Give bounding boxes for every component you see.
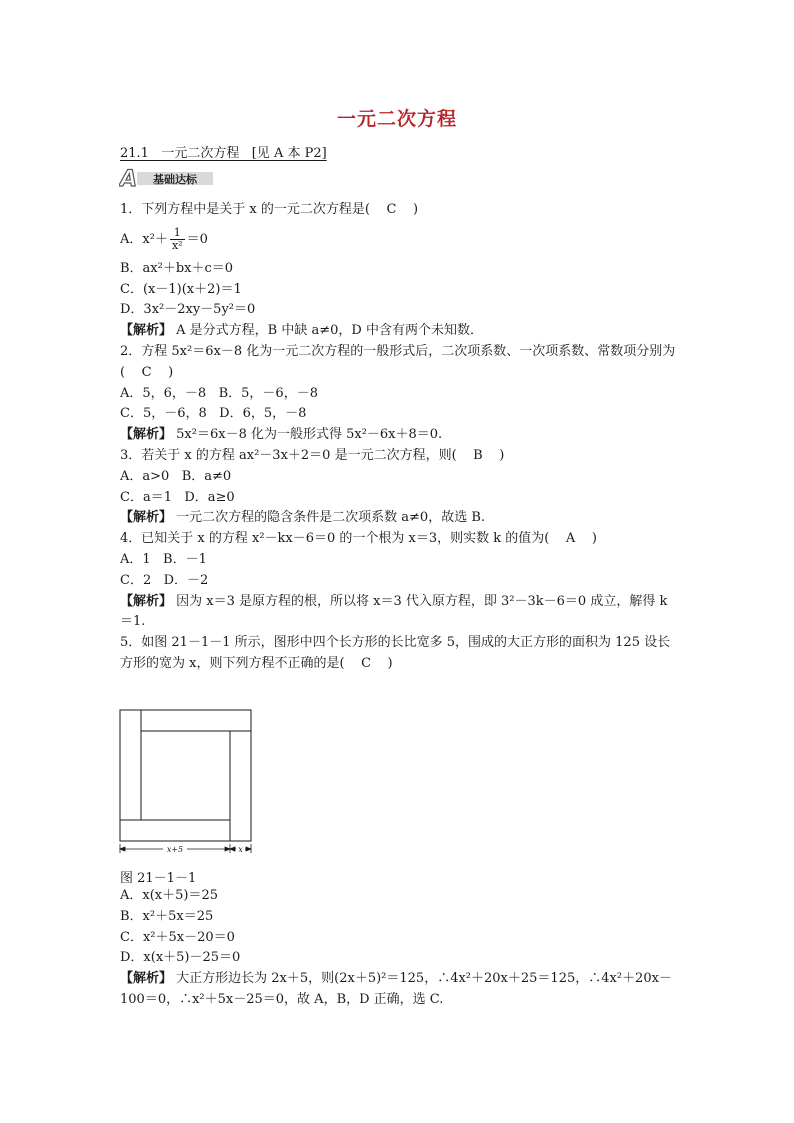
figure-caption: 图 21－1－1 — [120, 871, 197, 886]
analysis-tag: 【解析】 — [120, 510, 173, 526]
question-1 — [120, 200, 680, 342]
outer-square — [120, 710, 251, 841]
arrow-head — [246, 847, 251, 851]
analysis-tag: 【解析】 — [120, 971, 173, 987]
questions-block — [120, 200, 680, 675]
analysis — [120, 592, 680, 634]
options-row-2: C．a＝1 D．a≥0 — [120, 489, 235, 505]
analysis-tag: 【解析】 — [120, 427, 173, 443]
option-a-suffix: ＝0 — [186, 231, 208, 247]
analysis-text: 一元二次方程的隐含条件是二次项系数 a≠0，故选 B. — [172, 510, 486, 526]
inner-square — [141, 731, 230, 820]
analysis — [120, 321, 680, 342]
analysis-tag: 【解析】 — [120, 593, 173, 609]
option-c: C．x²＋5x－20＝0 — [120, 929, 235, 945]
question-stem: 4．已知关于 x 的方程 x²－kx－6＝0 的一个根为 x＝3，则实数 k 的值为( A ) — [120, 531, 597, 547]
arrow-head — [230, 847, 235, 851]
analysis-text: 因为 x＝3 是原方程的根，所以将 x＝3 代入原方程，即 3²－3k－6＝0 成立，解得 k＝1. — [120, 593, 668, 630]
analysis — [120, 969, 680, 1011]
analysis-text: 5x²＝6x－8 化为一般形式得 5x²－6x＋8＝0. — [172, 427, 443, 443]
question-stem: 3．若关于 x 的方程 ax²－3x＋2＝0 是一元二次方程，则( B ) — [120, 447, 505, 463]
analysis — [120, 425, 680, 446]
options-row-2: C．5，－6，8 D．6，5，－8 — [120, 406, 307, 422]
analysis-text: A 是分式方程，B 中缺 a≠0，D 中含有两个未知数． — [172, 323, 483, 339]
options-row-1: A．a>0 B．a≠0 — [120, 468, 232, 484]
question-stem: 2．方程 5x²＝6x－8 化为一元二次方程的一般形式后，二次项系数、一次项系数、常数项分别为( C ) — [120, 343, 676, 380]
option-d: D．3x²－2xy－5y²＝0 — [120, 302, 256, 318]
dim-label-long: x+5 — [166, 845, 184, 854]
fraction — [170, 227, 185, 252]
document-title: 一元二次方程 — [336, 108, 457, 130]
analysis — [120, 508, 680, 529]
option-c: C．(x－1)(x＋2)＝1 — [120, 281, 242, 297]
section-heading: 21.1 一元二次方程 [见 A 本 P2] — [120, 146, 327, 161]
option-a: A．x(x＋5)＝25 — [120, 888, 219, 903]
badge-text: 基础达标 — [153, 173, 197, 186]
arrow-head — [120, 847, 125, 851]
question-5-body — [120, 886, 680, 1011]
dim-label-short: x — [238, 845, 243, 854]
option-a — [120, 221, 680, 259]
question-3 — [120, 446, 680, 529]
option-b: B．ax²＋bx＋c＝0 — [120, 260, 234, 276]
analysis-tag: 【解析】 — [120, 323, 173, 339]
options-row-1: A．5，6，－8 B．5，－6，－8 — [120, 385, 318, 401]
fraction-numerator: 1 — [170, 227, 185, 240]
level-badge — [119, 167, 215, 189]
options-row-1: A．1 B．－1 — [120, 551, 207, 567]
fraction-denominator: x² — [171, 238, 183, 252]
options-row-2: C．2 D．－2 — [120, 572, 209, 588]
question-4 — [120, 529, 680, 633]
question-5-stem: 5．如图 21－1－1 所示，图形中四个长方形的长比宽多 5，围成的大正方形的面积为 125 设长方形的宽为 x，则下列方程不正确的是( C ) — [120, 635, 671, 671]
question-stem: 1．下列方程中是关于 x 的一元二次方程是( C ) — [120, 202, 419, 217]
badge-letter: A — [120, 167, 138, 189]
analysis-text: 大正方形边长为 2x＋5，则(2x＋5)²＝125，∴4x²＋20x＋25＝125，∴4x²＋20x－100＝0，∴x²＋5x－25＝0，故 A，B，D 正确，选 C. — [120, 971, 672, 1007]
option-a-prefix: A．x²＋ — [120, 231, 168, 247]
option-b: B．x²＋5x＝25 — [120, 908, 214, 924]
question-2 — [120, 342, 680, 446]
option-d: D．x(x＋5)－25＝0 — [120, 950, 241, 966]
square-figure — [119, 708, 259, 860]
